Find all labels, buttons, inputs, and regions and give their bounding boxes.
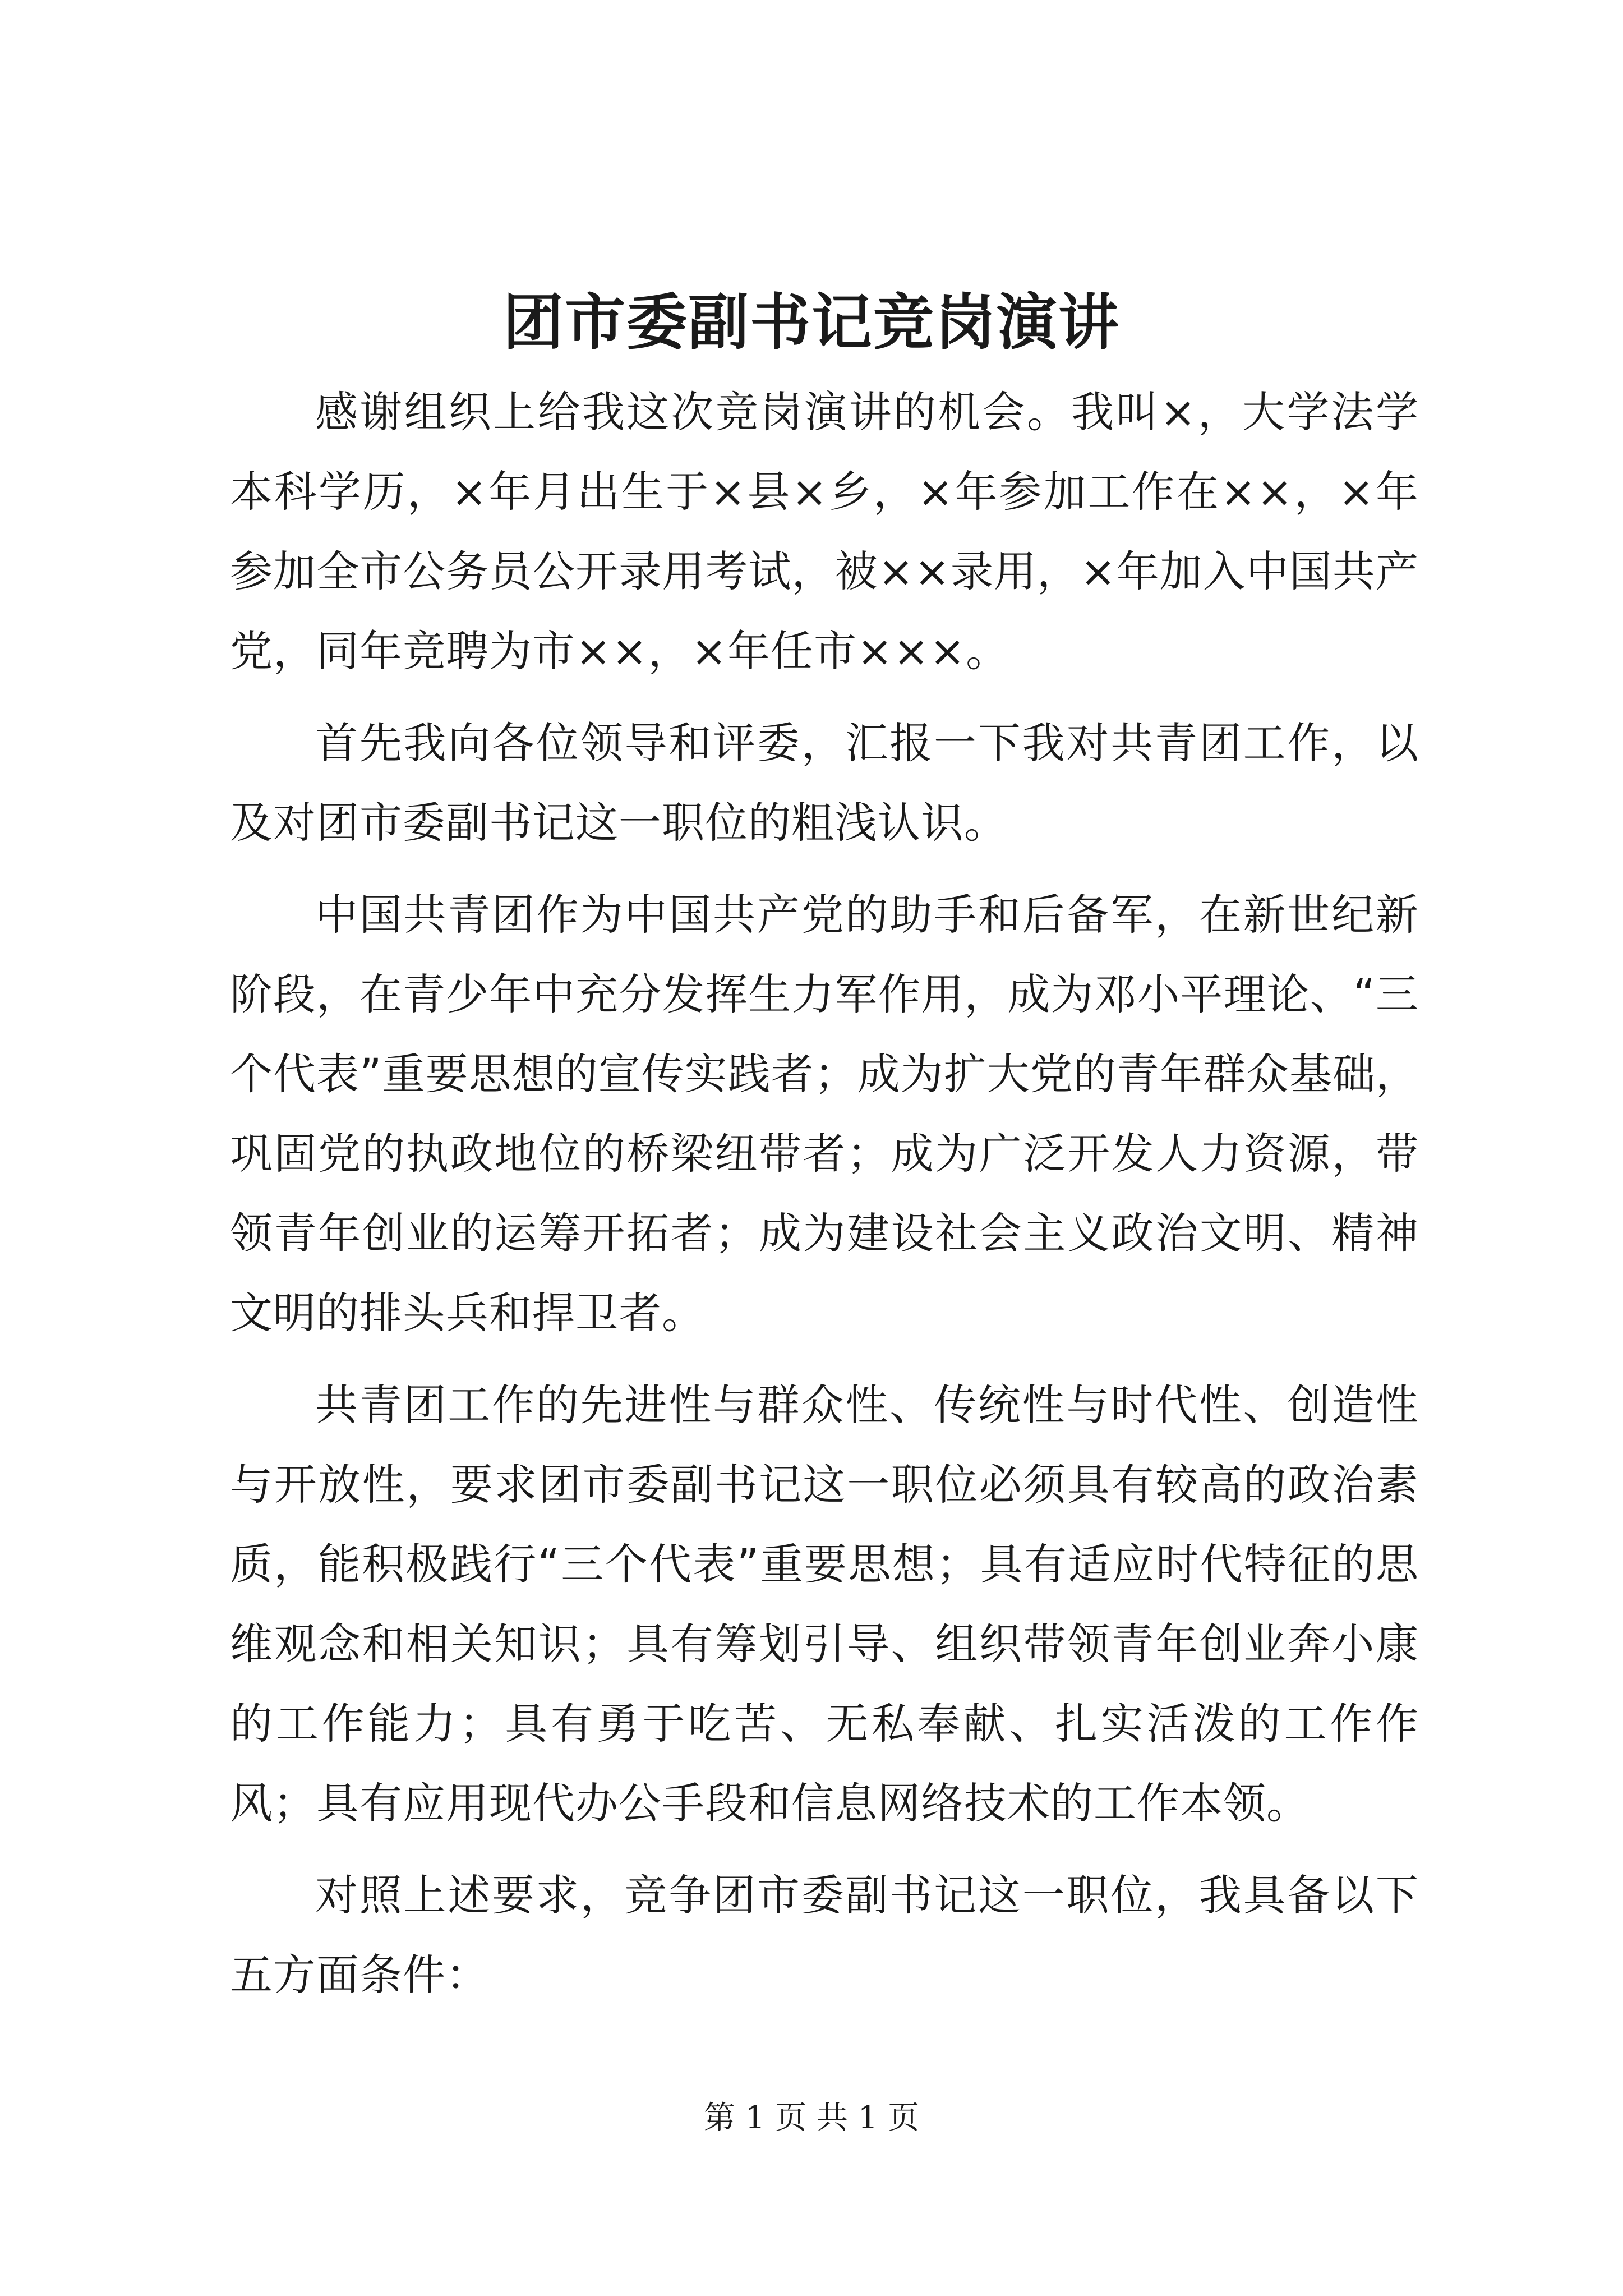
document-title: 团市委副书记竞岗演讲 — [502, 287, 1120, 358]
page-number-footer: 第 1 页 共 1 页 — [703, 2100, 920, 2136]
paragraph-intro: 感谢组织上给我这次竞岗演讲的机会。我叫×，大学法学本科学历，×年月出生于×县×乡，×年参加工作在××，×年参加全市公务员公开录用考试，被××录用，×年加入中国共产党，同年竞聘为市××，×年任市×××。 — [230, 387, 1419, 676]
paragraph-requirements: 共青团工作的先进性与群众性、传统性与时代性、创造性与开放性，要求团市委副书记这一职位必须具有较高的政治素质，能积极践行“三个代表”重要思想；具有适应时代特征的思维观念和相关知识；具有筹划引导、组织带领青年创业奔小康的工作能力；具有勇于吃苦、无私奉献、扎实活泼的工作作风；具有应用现代办公手段和信息网络技术的工作本领。 — [230, 1380, 1419, 1828]
paragraph-conditions: 对照上述要求，竞争团市委副书记这一职位，我具备以下五方面条件： — [230, 1870, 1419, 2000]
document-body — [230, 372, 1419, 2015]
paragraph-youth-league-role: 中国共青团作为中国共产党的助手和后备军，在新世纪新阶段，在青少年中充分发挥生力军作用，成为邓小平理论、“三个代表”重要思想的宣传实践者；成为扩大党的青年群众基础，巩固党的执政地位的桥梁纽带者；成为广泛开发人力资源，带领青年创业的运筹开拓者；成为建设社会主义政治文明、精神文明的排头兵和捍卫者。 — [230, 890, 1419, 1338]
paragraph-report: 首先我向各位领导和评委，汇报一下我对共青团工作，以及对团市委副书记这一职位的粗浅认识。 — [230, 718, 1419, 848]
